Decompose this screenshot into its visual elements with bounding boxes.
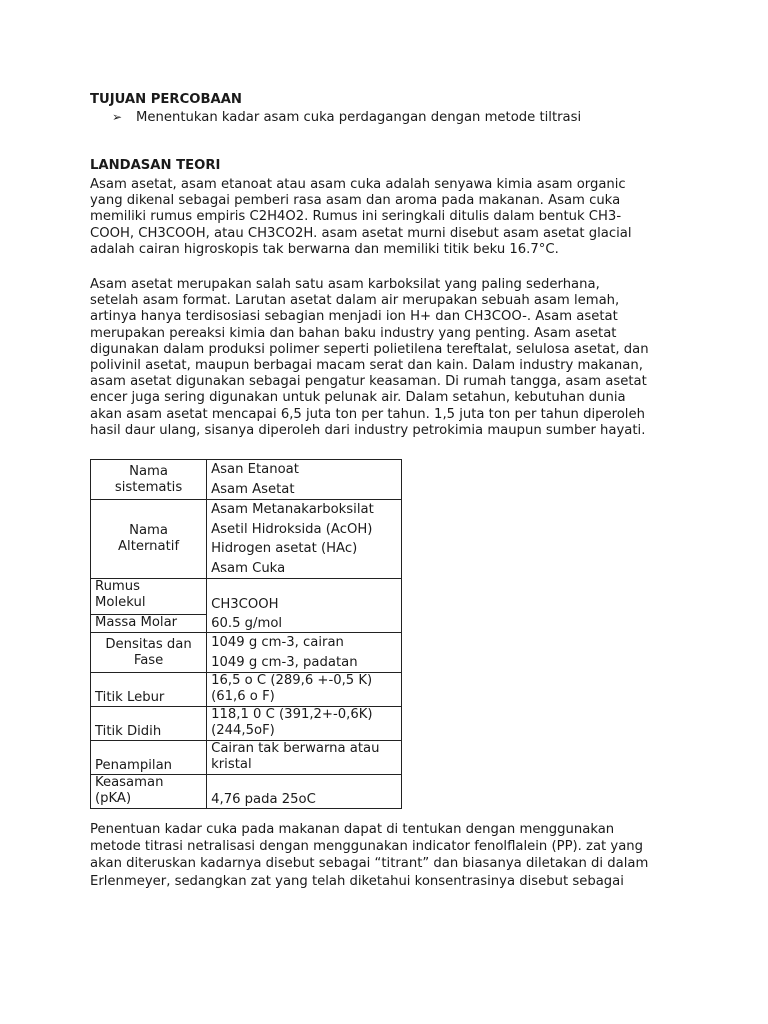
paragraph-line: memiliki rumus empiris C2H4O2. Rumus ini seringkali ditulis dalam bentuk CH3- <box>90 209 622 225</box>
label-line: Nama <box>129 523 168 538</box>
value-line: Asam Cuka <box>211 560 286 576</box>
value-line: 1049 g cm-3, cairan <box>211 635 344 650</box>
value-line: Asam Metanakarboksilat <box>211 502 374 517</box>
label-line: Rumus <box>95 579 141 594</box>
table-label-cell <box>91 741 207 775</box>
properties-table <box>90 459 402 809</box>
paragraph-line: merupakan pereaksi kimia dan bahan baku industry yang penting. Asam asetat <box>90 325 617 341</box>
objective-text: Menentukan kadar asam cuka perdagangan dengan metode tiltrasi <box>136 110 582 125</box>
paragraph-line: encer juga sering digunakan untuk pelunak air. Dalam setahun, kebutuhan dunia <box>90 390 626 406</box>
label-line: Keasaman <box>95 775 164 790</box>
paragraph-titration <box>90 821 690 890</box>
table-value-cell <box>207 673 402 707</box>
value-line: Asetil Hidroksida (AcOH) <box>211 521 373 537</box>
value-line: 4,76 pada 25oC <box>211 792 316 807</box>
paragraph-line: polivinil asetat, maupun berbagai macam serat dan kain. Dalam industry makanan, <box>90 358 643 374</box>
label-line: Fase <box>133 652 164 668</box>
paragraph-line: Penentuan kadar cuka pada makanan dapat di tentukan dengan menggunakan <box>90 822 615 837</box>
paragraph-line: COOH, CH3COOH, atau CH3CO2H. asam asetat murni disebut asam asetat glacial <box>90 225 632 241</box>
paragraph-line: yang dikenal sebagai pemberi rasa asam dan aroma pada makanan. Asam cuka <box>90 193 621 209</box>
value-line: (61,6 o F) <box>211 689 275 704</box>
paragraph-line: akan diteruskan kadarnya disebut sebagai “titrant” dan biasanya diletakan di dalam <box>90 856 649 872</box>
value-line: (244,5oF) <box>211 723 275 738</box>
table-row <box>91 633 402 673</box>
table-label-cell <box>91 460 207 500</box>
label-line: Titik Didih <box>95 724 162 739</box>
value-line: Asan Etanoat <box>211 462 299 477</box>
paragraph-line: Erlenmeyer, sedangkan zat yang telah diketahui konsentrasinya disebut sebagai <box>90 873 624 889</box>
table-value-cell <box>207 460 402 500</box>
table-row <box>91 775 402 809</box>
paragraph-line: akan asam asetat mencapai 6,5 juta ton per tahun. 1,5 juta ton per tahun diperoleh <box>90 406 645 422</box>
table-label-cell <box>91 579 207 615</box>
table-label-cell <box>91 775 207 809</box>
value-line: 1049 g cm-3, padatan <box>211 654 358 670</box>
table-row <box>91 579 402 615</box>
paragraph-line: digunakan dalam produksi polimer seperti polietilena tereftalat, selulosa asetat, dan <box>90 341 649 357</box>
paragraph-intro <box>90 177 690 258</box>
paragraph-line: Asam asetat merupakan salah satu asam karboksilat yang paling sederhana, <box>90 277 600 292</box>
paragraph-line: Asam asetat, asam etanoat atau asam cuka adalah senyawa kimia asam organic <box>90 177 626 192</box>
table-value-cell <box>207 500 402 579</box>
value-line: 118,1 0 C (391,2+-0,6K) <box>211 707 373 722</box>
table-label-cell <box>91 673 207 707</box>
paragraph-uses <box>90 277 690 439</box>
label-line: Alternatif <box>118 539 180 554</box>
value-line: kristal <box>211 757 252 772</box>
section-heading-landasan: LANDASAN TEORI <box>90 158 221 173</box>
paragraph-line: setelah asam format. Larutan asetat dalam air merupakan sebuah asam lemah, <box>90 293 620 309</box>
label-line: Molekul <box>95 595 146 610</box>
table-row <box>91 460 402 500</box>
paragraph-line: hasil daur ulang, sisanya diperoleh dari industry petrokimia maupun sumber hayati. <box>90 422 646 438</box>
value-line: Asam Asetat <box>211 481 295 497</box>
arrow-bullet-icon: ➢ <box>112 110 123 124</box>
section-heading-tujuan: TUJUAN PERCOBAAN <box>90 92 242 107</box>
label-line: Densitas dan <box>105 636 192 652</box>
value-line: 60.5 g/mol <box>211 615 283 631</box>
paragraph-line: adalah cairan higroskopis tak berwarna dan memiliki titik beku 16.7°C. <box>90 241 559 257</box>
paragraph-line: metode titrasi netralisasi dengan menggunakan indicator fenolflalein (PP). zat yang <box>90 839 644 855</box>
label-line: (pKA) <box>95 791 132 806</box>
table-row <box>91 741 402 775</box>
table-row <box>91 615 402 633</box>
table-row <box>91 707 402 741</box>
table-value-cell <box>207 707 402 741</box>
table-row <box>91 500 402 579</box>
table-value-cell <box>207 775 402 809</box>
paragraph-line: asam asetat digunakan sebagai pengatur keasaman. Di rumah tangga, asam asetat <box>90 374 647 390</box>
label-line: Titik Lebur <box>95 690 165 705</box>
objective-bullet-item <box>112 109 581 126</box>
paragraph-line: artinya hanya terdisosiasi sebagian menjadi ion H+ dan CH3COO-. Asam asetat <box>90 309 618 325</box>
table-value-cell <box>207 615 402 633</box>
value-line: 16,5 o C (289,6 +-0,5 K) <box>211 673 373 688</box>
value-line: CH3COOH <box>211 597 279 612</box>
table-value-cell <box>207 741 402 775</box>
table-value-cell <box>207 579 402 615</box>
table-label-cell <box>91 615 207 633</box>
value-line: Hidrogen asetat (HAc) <box>211 541 358 556</box>
table-row <box>91 673 402 707</box>
table-label-cell <box>91 707 207 741</box>
label-line: Massa Molar <box>95 615 178 630</box>
value-line: Cairan tak berwarna atau <box>211 741 380 756</box>
label-line: Nama <box>129 463 168 479</box>
label-line: sistematis <box>114 479 183 495</box>
label-line: Penampilan <box>95 758 173 773</box>
table-label-cell <box>91 500 207 579</box>
table-label-cell <box>91 633 207 673</box>
table-value-cell <box>207 633 402 673</box>
